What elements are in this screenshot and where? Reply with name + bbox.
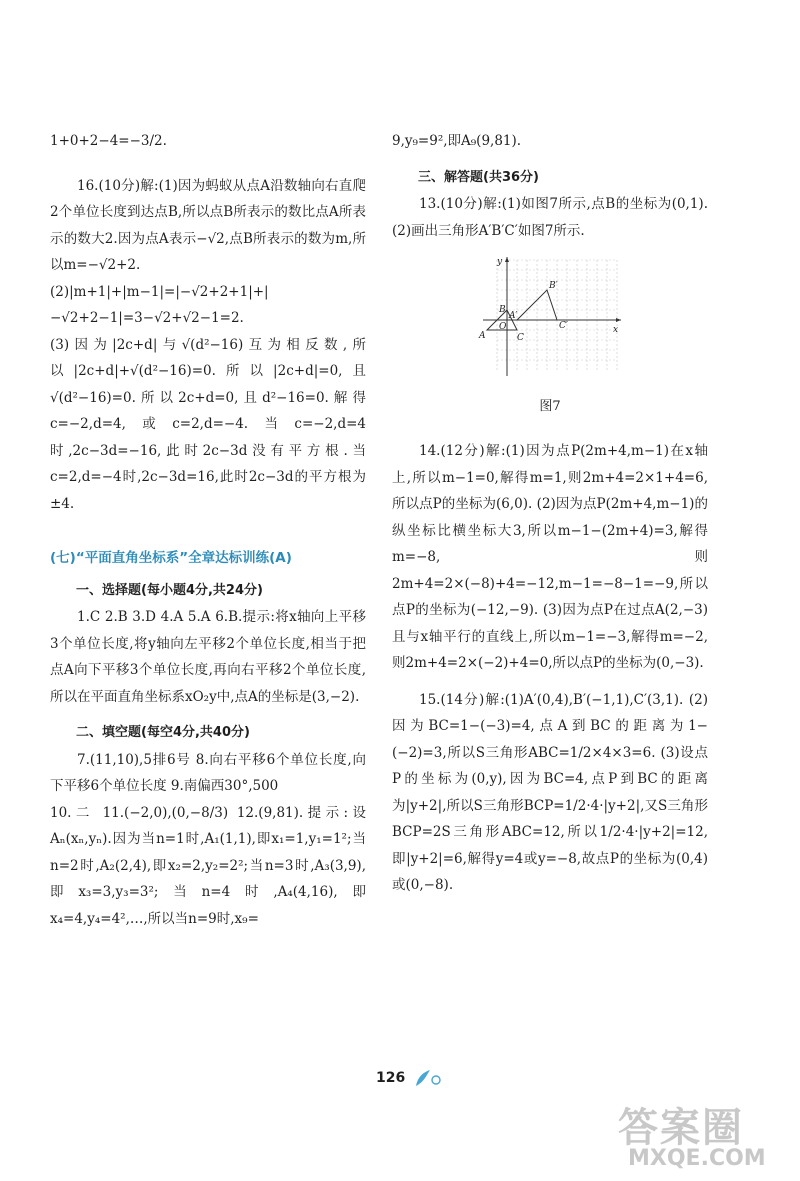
label-a-prime: A′ bbox=[509, 311, 518, 321]
label-a: A bbox=[479, 331, 486, 341]
x-axis-arrow bbox=[616, 318, 621, 322]
label-o: O bbox=[499, 322, 507, 332]
question-14: 14.(12分)解:(1)因为点P(2m+4,m−1)在x轴上,所以m−1=0,解得m=1,则2m+4=2×1+4=6,所以点P的坐标为(6,0). (2)因为点P(2m+4,m−1)的纵坐标比横坐标大3,所以m−1−(2m+4)=3,解得m=−8,则2m+4=2×(−8)+4=−12,m−1=−8−1=−9,所以点P的坐标为(−12,−9). (3)因为点P在过点A(2,−3)且与x轴平行的直线上,所以m−1=−3,解得m=−2,则2m+4=2×(−2)+4=0,所以点P的坐标为(0,−3). bbox=[392, 443, 708, 671]
heading-choice: 一、选择题(每小题4分,共24分) bbox=[76, 582, 263, 598]
label-c: C bbox=[517, 333, 524, 343]
heading-solve: 三、解答题(共36分) bbox=[418, 169, 539, 185]
text-line: 9,y₉=9²,即A₉(9,81). bbox=[392, 133, 522, 149]
question-16-part3: (3)因为|2c+d|与√(d²−16)互为相反数,所以|2c+d|+√(d²−16)=0.所以|2c+d|=0,且√(d²−16)=0.所以2c+d=0,且d²−16=0.解得c=−2,d=4,或c=2,d=−4.当c=−2,d=4时,2c−3d=−16,此时2c−3d没有平方根.当c=2,d=−4时,2c−3d=16,此时2c−3d的平方根为±4. bbox=[50, 336, 366, 512]
page-number: 126 bbox=[376, 1070, 406, 1086]
text-line: 1+0+2−4=−3/2. bbox=[50, 133, 167, 149]
label-y: y bbox=[497, 257, 503, 267]
figure-caption: 图7 bbox=[539, 398, 561, 414]
watermark-logo bbox=[618, 1096, 788, 1176]
question-13: 13.(10分)解:(1)如图7所示,点B的坐标为(0,1). (2)画出三角形A′B′C′如图7所示. bbox=[392, 196, 708, 239]
question-16-part2: (2)|m+1|+|m−1|=|−√2+2+1|+|−√2+2−1|=3−√2+√2−1=2. bbox=[50, 283, 269, 326]
leaf-ornament-icon bbox=[412, 1066, 446, 1090]
heading-fill: 二、填空题(每空4分,共40分) bbox=[76, 725, 250, 740]
fill-answers-2: 10.二 11.(−2,0),(0,−8/3) 12.(9,81).提示:设Aₙ(xₙ,yₙ).因为当n=1时,A₁(1,1),即x₁=1,y₁=1²;当n=2时,A₂(2,4),即x₂=2,y₂=2²;当n=3时,A₃(3,9),即x₃=3,y₃=3²;当n=4时,A₄(4,16),即x₄=4,y₄=4²,…,所以当n=9时,x₉= bbox=[50, 804, 366, 927]
left-column bbox=[50, 128, 366, 932]
question-15: 15.(14分)解:(1)A′(0,4),B′(−1,1),C′(3,1). (2)因为BC=1−(−3)=4,点A到BC的距离为1−(−2)=3,所以S三角形ABC=1/2×4×3=6. (3)设点P的坐标为(0,y),因为BC=4,点P到BC的距离为|y+2|,所以S三角形BCP=1/2·4·|y+2|,又S三角形BCP=2S三角形ABC=12,所以1/2·4·|y+2|=12,即|y+2|=6,解得y=4或y=−8,故点P的坐标为(0,4)或(0,−8). bbox=[392, 691, 708, 893]
label-b-prime: B′ bbox=[549, 281, 558, 291]
label-x: x bbox=[613, 325, 619, 335]
choice-answers: 1.C 2.B 3.D 4.A 5.A 6.B.提示:将x轴向上平移3个单位长度,将y轴向左平移2个单位长度,相当于把点A向下平移3个单位长度,再向右平移2个单位长度,所以在平面直角坐标系xO₂y中,点A的坐标是(3,−2). bbox=[50, 609, 366, 705]
question-16: 16.(10分)解:(1)因为蚂蚁从点A沿数轴向右直爬2个单位长度到达点B,所以点B所表示的数比点A所表示的数大2.因为点A表示−√2,点B所表示的数为m,所以m=−√2+2. bbox=[50, 177, 366, 273]
coordinate-figure bbox=[475, 254, 625, 378]
label-c-prime: C′ bbox=[559, 321, 568, 331]
y-axis-arrow bbox=[505, 257, 509, 262]
label-b: B bbox=[499, 305, 506, 315]
section-title: (七)“平面直角坐标系”全章达标训练(A) bbox=[50, 550, 292, 566]
watermark-main-text: 答案圈 bbox=[618, 1105, 744, 1151]
right-column bbox=[392, 128, 708, 899]
fill-answers-1: 7.(11,10),5排6号 8.向右平移6个单位长度,向下平移6个单位长度 9.南偏西30°,500 bbox=[50, 751, 366, 794]
figure-7 bbox=[392, 254, 708, 388]
watermark-sub-text: MXQE.COM bbox=[628, 1146, 766, 1171]
